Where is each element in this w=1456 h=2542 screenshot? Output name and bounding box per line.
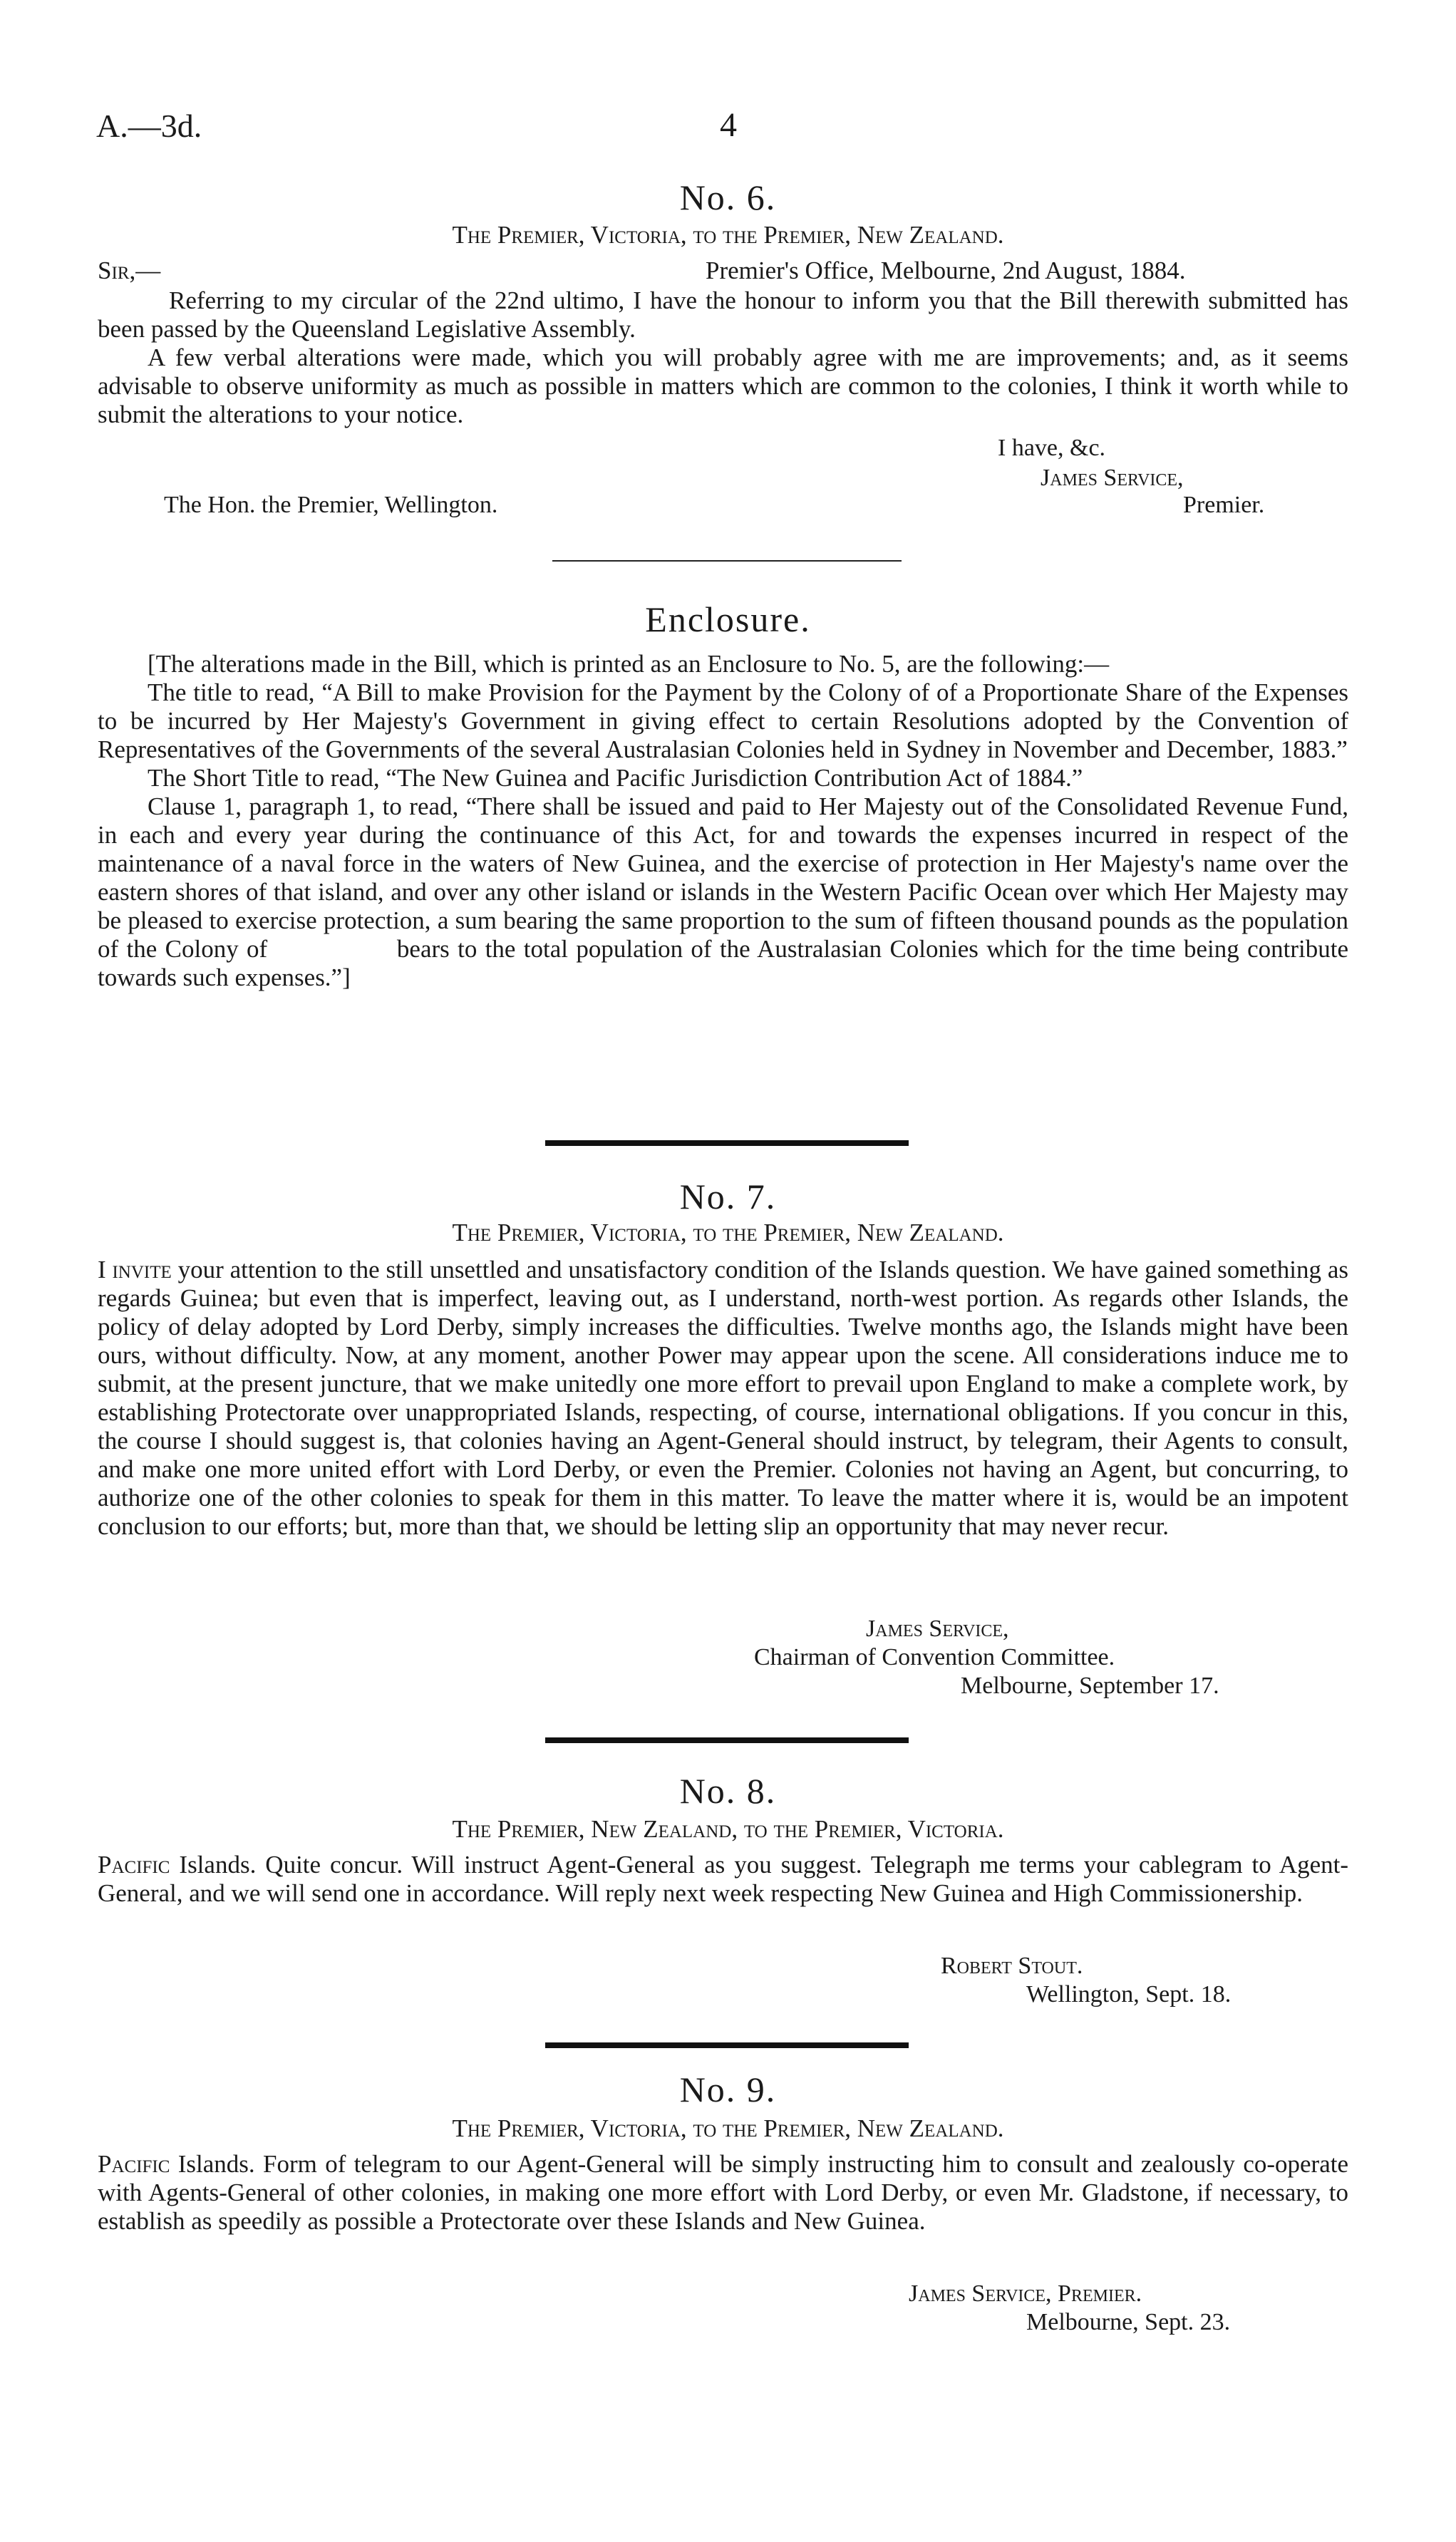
no8-signature: Robert Stout. [941,1953,1083,1979]
no7-telegram-text: your attention to the still unsettled and unsatisfactory condition of the Islands question. We have gained something as regards Guinea; but even that is imperfect, leaving out, as I understand, north-west portion. As regards other Islands, the policy of delay adopted by Lord Derby, simply increases the difficulties. Twelve months ago, the Islands might have been ours, without difficulty. Now, at any moment, another Power may appear upon the scene. All considerations induce me to submit, at the present juncture, that we make unitedly one more effort to prevail upon England to make a complete work, by establishing Protectorate over unappropriated Islands, respecting, of course, international obligations. If you concur in this, the course I should suggest is, that colonies having an Agent-General should instruct, by telegram, their Agents to consult, and make one more united effort with Lord Derby, or even the Premier. Colonies not having an Agent, but concurring, to authorize one of the other colonies to speak for them in this matter. To leave the matter where it is, would be an impotent conclusion to our efforts; but, more than that, we should be letting slip an opportunity that may never recur. [98,1256,1348,1540]
no8-subtitle: The Premier, New Zealand, to the Premier, Victoria. [452,1815,1004,1843]
no9-subtitle: The Premier, Victoria, to the Premier, New Zealand. [452,2114,1004,2142]
no7-lead-words: I invite [98,1256,172,1283]
no6-dateline: Premier's Office, Melbourne, 2nd August, 1884. [706,257,1186,284]
no8-place-date: Wellington, Sept. 18. [1026,1981,1232,2008]
enclosure-paragraph-4: Clause 1, paragraph 1, to read, “There shall be issued and paid to Her Majesty out of the Consolidated Revenue Fund, in each and every year during the continuance of this Act, for and towards the expenses incurred in respect of the maintenance of a naval force in the waters of New Guinea, and the exercise of protection in Her Majesty's name over the eastern shores of that island, and over any other island or islands in the Western Pacific Ocean over which Her Majesty may be pleased to exercise protection, a sum bearing the same proportion to the sum of fifteen thousand pounds as the population of the Colony of bears to the total population of the Australasian Colonies which for the time being contribute towards such expenses.”] [98,792,1348,991]
no6-closing: I have, &c. [998,435,1106,461]
page-number: 4 [720,106,737,144]
no6-signature-title: Premier. [1183,492,1265,518]
no6-paragraph-1: Referring to my circular of the 22nd ultimo, I have the honour to inform you that the Bill therewith submitted has been passed by the Queensland Legislative Assembly. [98,286,1348,343]
no6-heading: No. 6. [679,177,777,217]
no7-signature: James Service, [866,1616,1009,1642]
no6-body [98,286,1348,429]
no9-signature: James Service, Premier. [909,2280,1142,2307]
section-divider-thick [545,1140,909,1146]
enclosure-heading: Enclosure. [645,599,811,639]
section-divider-thick [545,1737,909,1743]
enclosure-body [98,650,1348,992]
no6-signature: James Service, [1041,465,1184,491]
enclosure-paragraph-3: The Short Title to read, “The New Guinea and Pacific Jurisdiction Contribution Act of 1884.” [148,764,1083,792]
no7-place-date: Melbourne, September 17. [961,1673,1219,1699]
document-reference: A.—3d. [96,108,202,144]
no7-heading: No. 7. [679,1177,777,1216]
no9-place-date: Melbourne, Sept. 23. [1026,2309,1231,2335]
no6-addressee: The Hon. the Premier, Wellington. [164,492,498,518]
no9-telegram-text: Islands. Form of telegram to our Agent-General will be simply instructing him to consult and zealously co-operate with Agents-General of other colonies, in making one more effort with Lord Derby, or even Mr. Gladstone, if necessary, to establish as speedily as possible a Protectorate over these Islands and New Guinea. [98,2150,1348,2235]
section-divider [552,560,902,562]
no6-subtitle: The Premier, Victoria, to the Premier, New Zealand. [452,221,1004,249]
no7-subtitle: The Premier, Victoria, to the Premier, New Zealand. [452,1219,1004,1246]
no9-heading: No. 9. [679,2070,777,2109]
no8-lead-words: Pacific [98,1851,170,1879]
enclosure-paragraph-1: [The alterations made in the Bill, which is printed as an Enclosure to No. 5, are the following:— [148,650,1110,678]
no8-heading: No. 8. [679,1771,777,1811]
section-divider-thick [545,2042,909,2048]
no6-paragraph-2: A few verbal alterations were made, which you will probably agree with me are improvements; and, as it seems advisable to observe uniformity as much as possible in matters which are common to the colonies, I think it worth while to submit the alterations to your notice. [98,343,1348,428]
no9-body [98,2150,1348,2236]
no6-salutation: Sir,— [98,257,161,284]
no8-telegram-text: Islands. Quite concur. Will instruct Agent-General as you suggest. Telegraph me terms your cablegram to Agent-General, and we will send one in accordance. Will reply next week respecting New Guinea and High Commissionership. [98,1851,1348,1907]
no9-lead-words: Pacific [98,2150,170,2178]
no7-body [98,1256,1348,1541]
no8-body [98,1851,1348,1908]
no7-signature-title: Chairman of Convention Committee. [754,1644,1115,1670]
enclosure-paragraph-2: The title to read, “A Bill to make Provision for the Payment by the Colony of of a Proportionate Share of the Expenses to be incurred by Her Majesty's Government in giving effect to certain Resolutions adopted by the Convention of Representatives of the Governments of the several Australasian Colonies held in Sydney in November and December, 1883.” [98,678,1348,763]
